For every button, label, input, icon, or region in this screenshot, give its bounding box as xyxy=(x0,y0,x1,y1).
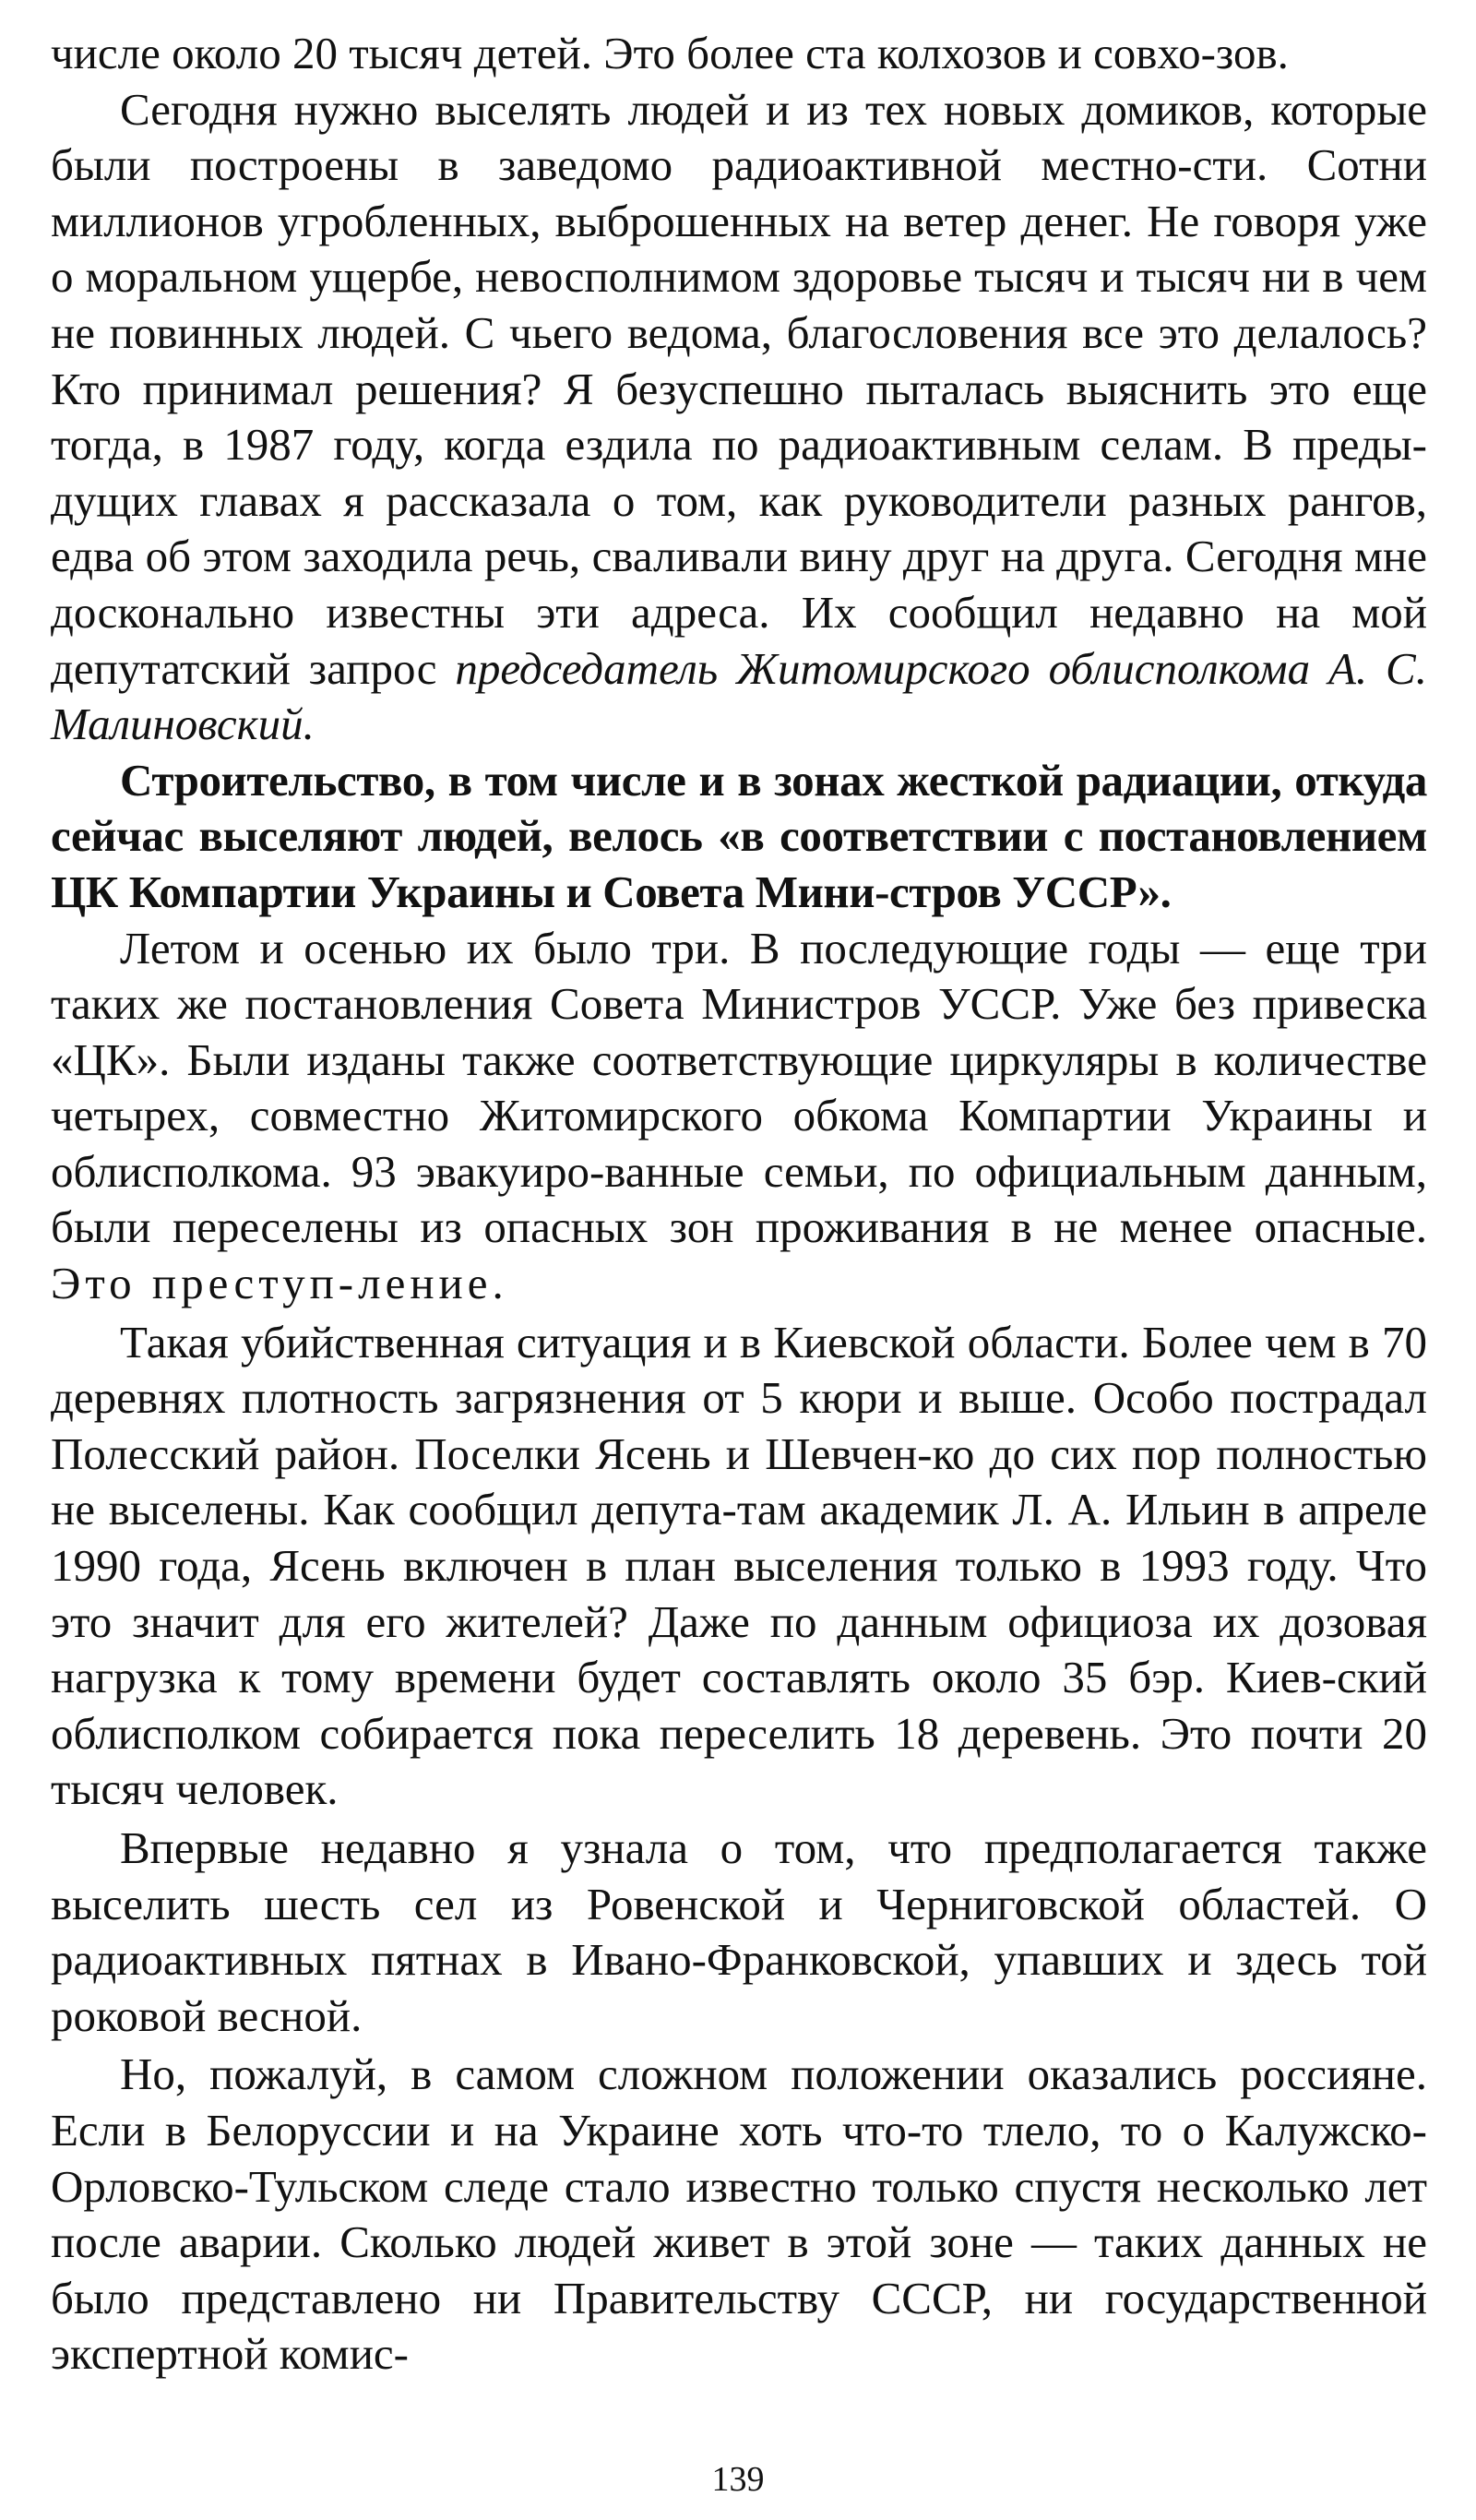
book-page xyxy=(51,26,1427,2499)
paragraph-1 xyxy=(51,26,1427,82)
paragraph-7-text: Но, пожалуй, в самом сложном положении оказались россияне. Если в Белоруссии и на Украине хоть что-то тлело, то о Калужско-Орловско-Тульском следе стало известно только спустя несколько лет после аварии. Сколько людей живет в этой зоне — таких данных не было представлено ни Правительству СССР, ни государственной экспертной комис- xyxy=(51,2048,1427,2380)
paragraph-3-bold xyxy=(51,753,1427,921)
paragraph-2 xyxy=(51,82,1427,753)
paragraph-7 xyxy=(51,2047,1427,2383)
paragraph-4-text: Летом и осенью их было три. В последующие годы — еще три таких же постановления Совета Министров УССР. Уже без привеска «ЦК». Были изданы также соответствующие циркуляры в количестве четырех, совместно Житомирского обкома Компартии Украины и облисполкома. 93 эвакуиро-ванные семьи, по официальным данным, были переселены из опасных зон проживания в не менее опасные. xyxy=(51,922,1427,1253)
paragraph-5 xyxy=(51,1315,1427,1818)
paragraph-2-text: Сегодня нужно выселять людей и из тех новых домиков, которые были построены в заведомо радиоактивной местно-сти. Сотни миллионов угробленных, выброшенных на ветер денег. Не говоря уже о моральном ущербе, невосполнимом здоровье тысяч и тысяч ни в чем не повинных людей. С чьего ведома, благословения все это делалось? Кто принимал решения? Я безуспешно пыталась выяснить это еще тогда, в 1987 году, когда ездила по радиоактивным селам. В преды-дущих главах я рассказала о том, как руководители разных рангов, едва об этом заходила речь, сваливали вину друг на друга. Сегодня мне досконально известны эти адреса. Их сообщил недавно на мой депутатский запрос xyxy=(51,83,1427,694)
paragraph-4 xyxy=(51,921,1427,1312)
paragraph-5-text: Такая убийственная ситуация и в Киевской области. Более чем в 70 деревнях плотность загрязнения от 5 кюри и выше. Особо пострадал Полесский район. Поселки Ясень и Шевчен-ко до сих пор полностью не выселены. Как сообщил депута-там академик Л. А. Ильин в апреле 1990 года, Ясень включен в план выселения только в 1993 году. Что это значит для его жителей? Даже по данным официоза их дозовая нагрузка к тому времени будет составлять около 35 бэр. Киев-ский облисполком собирается пока переселить 18 деревень. Это почти 20 тысяч человек. xyxy=(51,1316,1427,1815)
paragraph-4-spaced-text: Это преступ-ление. xyxy=(51,1258,508,1309)
paragraph-6-text: Впервые недавно я узнала о том, что предполагается также выселить шесть сел из Ровенской и Черниговской областей. О радиоактивных пятнах в Ивано-Франковской, упавших и здесь той роковой весной. xyxy=(51,1822,1427,2041)
page-number: 139 xyxy=(711,2460,765,2499)
paragraph-2-italic-text: председатель Житомирского облисполкома А. С. Малиновский. xyxy=(51,642,1427,750)
paragraph-1-text: числе около 20 тысяч детей. Это более ста колхозов и совхо-зов. xyxy=(51,28,1289,78)
paragraph-3-text: Строительство, в том числе и в зонах жесткой радиации, откуда сейчас выселяют людей, велось «в соответствии с постановлением ЦК Компартии Украины и Совета Мини-стров УССР». xyxy=(51,754,1427,917)
paragraph-6 xyxy=(51,1821,1427,2044)
